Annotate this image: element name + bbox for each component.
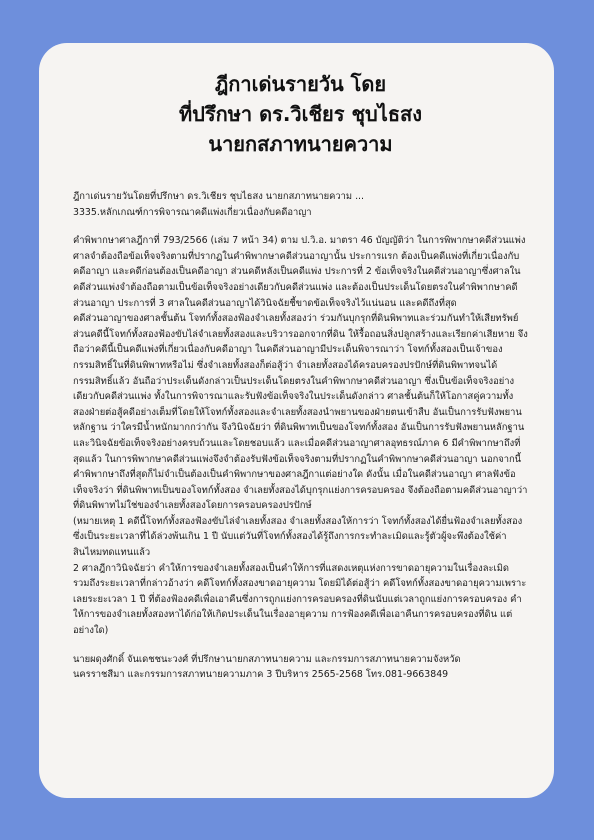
- title-line-3: นายกสภาทนายความ: [208, 132, 393, 156]
- title-line-2: ที่ปรึกษา ดร.วิเชียร ชุบไธสง: [178, 102, 422, 126]
- footer-line-2: นครราชสีมา และกรรมการสภาทนายความภาค 3 ปีบริหาร 2565-2568 โทร.081-9663849: [73, 669, 449, 681]
- title-line-1: ฎีกาเด่นรายวัน โดย: [214, 72, 387, 96]
- intro-line-2: 3335.หลักเกณฑ์การพิจารณาคดีแพ่งเกี่ยวเนื่องกับคดีอาญา: [73, 206, 312, 218]
- document-body: [73, 189, 528, 683]
- paragraph-3: (หมายเหตุ 1 คดีนี้โจทก์ทั้งสองฟ้องขับไล่จำเลยทั้งสอง จำเลยทั้งสองให้การว่า โจทก์ทั้งสองได้ยื่นฟ้องจำเลยทั้งสองซึ่งเป็นระยะเวลาที่ได้ล่วงพ้นเกิน 1 ปี นับแต่วันที่โจทก์ทั้งสองได้รู้ถึงการกระทำละเมิดและรู้ตัวผู้จะพึงต้องใช้ค่าสินไหมทดแทนแล้ว: [73, 515, 523, 559]
- paragraph-2: คดีส่วนอาญาของศาลชั้นต้น โจทก์ทั้งสองฟ้องจำเลยทั้งสองว่า ร่วมกันบุกรุกที่ดินพิพาทและร่วมกันทำให้เสียทรัพย์ ส่วนคดีนี้โจทก์ทั้งสองฟ้องขับไล่จำเลยทั้งสองและบริวารออกจากที่ดิน ให้รื้อถอนสิ่งปลูกสร้างและเรียกค่าเสียหาย จึงถือว่าคดีนี้เป็นคดีแพ่งที่เกี่ยวเนื่องกับคดีอาญา ในคดีส่วนอาญามีประเด็นพิจารณาว่า โจทก์ทั้งสองเป็นเจ้าของกรรมสิทธิ์ในที่ดินพิพาทหรือไม่ ซึ่งจำเลยทั้งสองก็ต่อสู้ว่า จำเลยทั้งสองได้ครอบครองปรปักษ์ที่ดินพิพาทจนได้กรรมสิทธิ์แล้ว อันถือว่าประเด็นดังกล่าวเป็นประเด็นโดยตรงในคำพิพากษาคดีส่วนอาญา ซึ่งเป็นข้อเท็จจริงอย่างเดียวกับคดีส่วนแพ่ง ทั้งในการพิจารณาและรับฟังข้อเท็จจริงในประเด็นดังกล่าว ศาลชั้นต้นก็ให้โอกาสคู่ความทั้งสองฝ่ายต่อสู้คดีอย่างเต็มที่โดยให้โจทก์ทั้งสองและจำเลยทั้งสองนำพยานของฝ่ายตนเข้าสืบ อันเป็นการรับฟังพยานหลักฐาน ว่าใครมีน้ำหนักมากกว่ากัน จึงวินิจฉัยว่า ที่ดินพิพาทเป็นของโจทก์ทั้งสอง อันเป็นการรับฟังพยานหลักฐานและวินิจฉัยข้อเท็จจริงอย่างครบถ้วนและโดยชอบแล้ว และเมื่อคดีส่วนอาญาศาลอุทธรณ์ภาค 6 มีคำพิพากษาถึงที่สุดแล้ว ในการพิพากษาคดีส่วนแพ่งจึงจำต้องรับฟังข้อเท็จจริงตามที่ปรากฏในคำพิพากษาคดีส่วนอาญา นอกจากนี้ คำพิพากษาถึงที่สุดก็ไม่จำเป็นต้องเป็นคำพิพากษาของศาลฎีกาแต่อย่างใด ดังนั้น เมื่อในคดีส่วนอาญา ศาลฟังข้อเท็จจริงว่า ที่ดินพิพาทเป็นของโจทก์ทั้งสอง จำเลยทั้งสองได้บุกรุกแย่งการครอบครอง จึงต้องถือตามคดีส่วนอาญาว่า ที่ดินพิพาทไม่ใช่ของจำเลยทั้งสองโดยการครอบครองปรปักษ์: [73, 313, 528, 512]
- document-card: [39, 43, 554, 798]
- paragraph-4: 2 ศาลฎีกาวินิจฉัยว่า คำให้การของจำเลยทั้งสองเป็นคำให้การที่แสดงเหตุแห่งการขาดอายุความในเรื่องละเมิด รวมถึงระยะเวลาที่กล่าวอ้างว่า คดีโจทก์ทั้งสองขาดอายุความ โดยมิได้ต่อสู้ว่า คดีโจทก์ทั้งสองขาดอายุความเพราะเลยระยะเวลา 1 ปี ที่ต้องฟ้องคดีเพื่อเอาคืนซึ่งการถูกแย่งการครอบครองที่ดินนับแต่เวลาถูกแย่งการครอบครอง คำให้การของจำเลยทั้งสองหาได้ก่อให้เกิดประเด็นในเรื่องอายุความ การฟ้องคดีเพื่อเอาคืนการครอบครองที่ดิน แต่อย่างใด): [73, 562, 527, 637]
- paragraph-1: คำพิพากษาศาลฎีกาที่ 793/2566 (เล่ม 7 หน้า 34) ตาม ป.วิ.อ. มาตรา 46 บัญญัติว่า ในการพิพากษาคดีส่วนแพ่ง ศาลจำต้องถือข้อเท็จจริงตามที่ปรากฏในคำพิพากษาคดีส่วนอาญานั้น ประการแรก ต้องเป็นคดีแพ่งที่เกี่ยวเนื่องกับคดีอาญา และคดีก่อนต้องเป็นคดีอาญา ส่วนคดีหลังเป็นคดีแพ่ง ประการที่ 2 ข้อเท็จจริงในคดีส่วนอาญาซึ่งศาลในคดีส่วนแพ่งจำต้องถือตามเป็นข้อเท็จจริงอย่างเดียวกับคดีส่วนแพ่ง และต้องเป็นประเด็นโดยตรงในคำพิพากษาคดีส่วนอาญา ประการที่ 3 ศาลในคดีส่วนอาญาได้วินิจฉัยชี้ขาดข้อเท็จจริงไว้แน่นอน และคดีถึงที่สุด: [73, 235, 526, 309]
- footer-line-1: นายผดุงศักดิ์ จันเดชชนะวงศ์ ที่ปรึกษานายกสภาทนายความ และกรรมการสภาทนายความจังหวัด: [73, 653, 461, 665]
- title-block: [73, 69, 528, 159]
- intro-line-1: ฎีกาเด่นรายวันโดยที่ปรึกษา ดร.วิเชียร ชุบไธสง นายกสภาทนายความ ...: [73, 191, 365, 202]
